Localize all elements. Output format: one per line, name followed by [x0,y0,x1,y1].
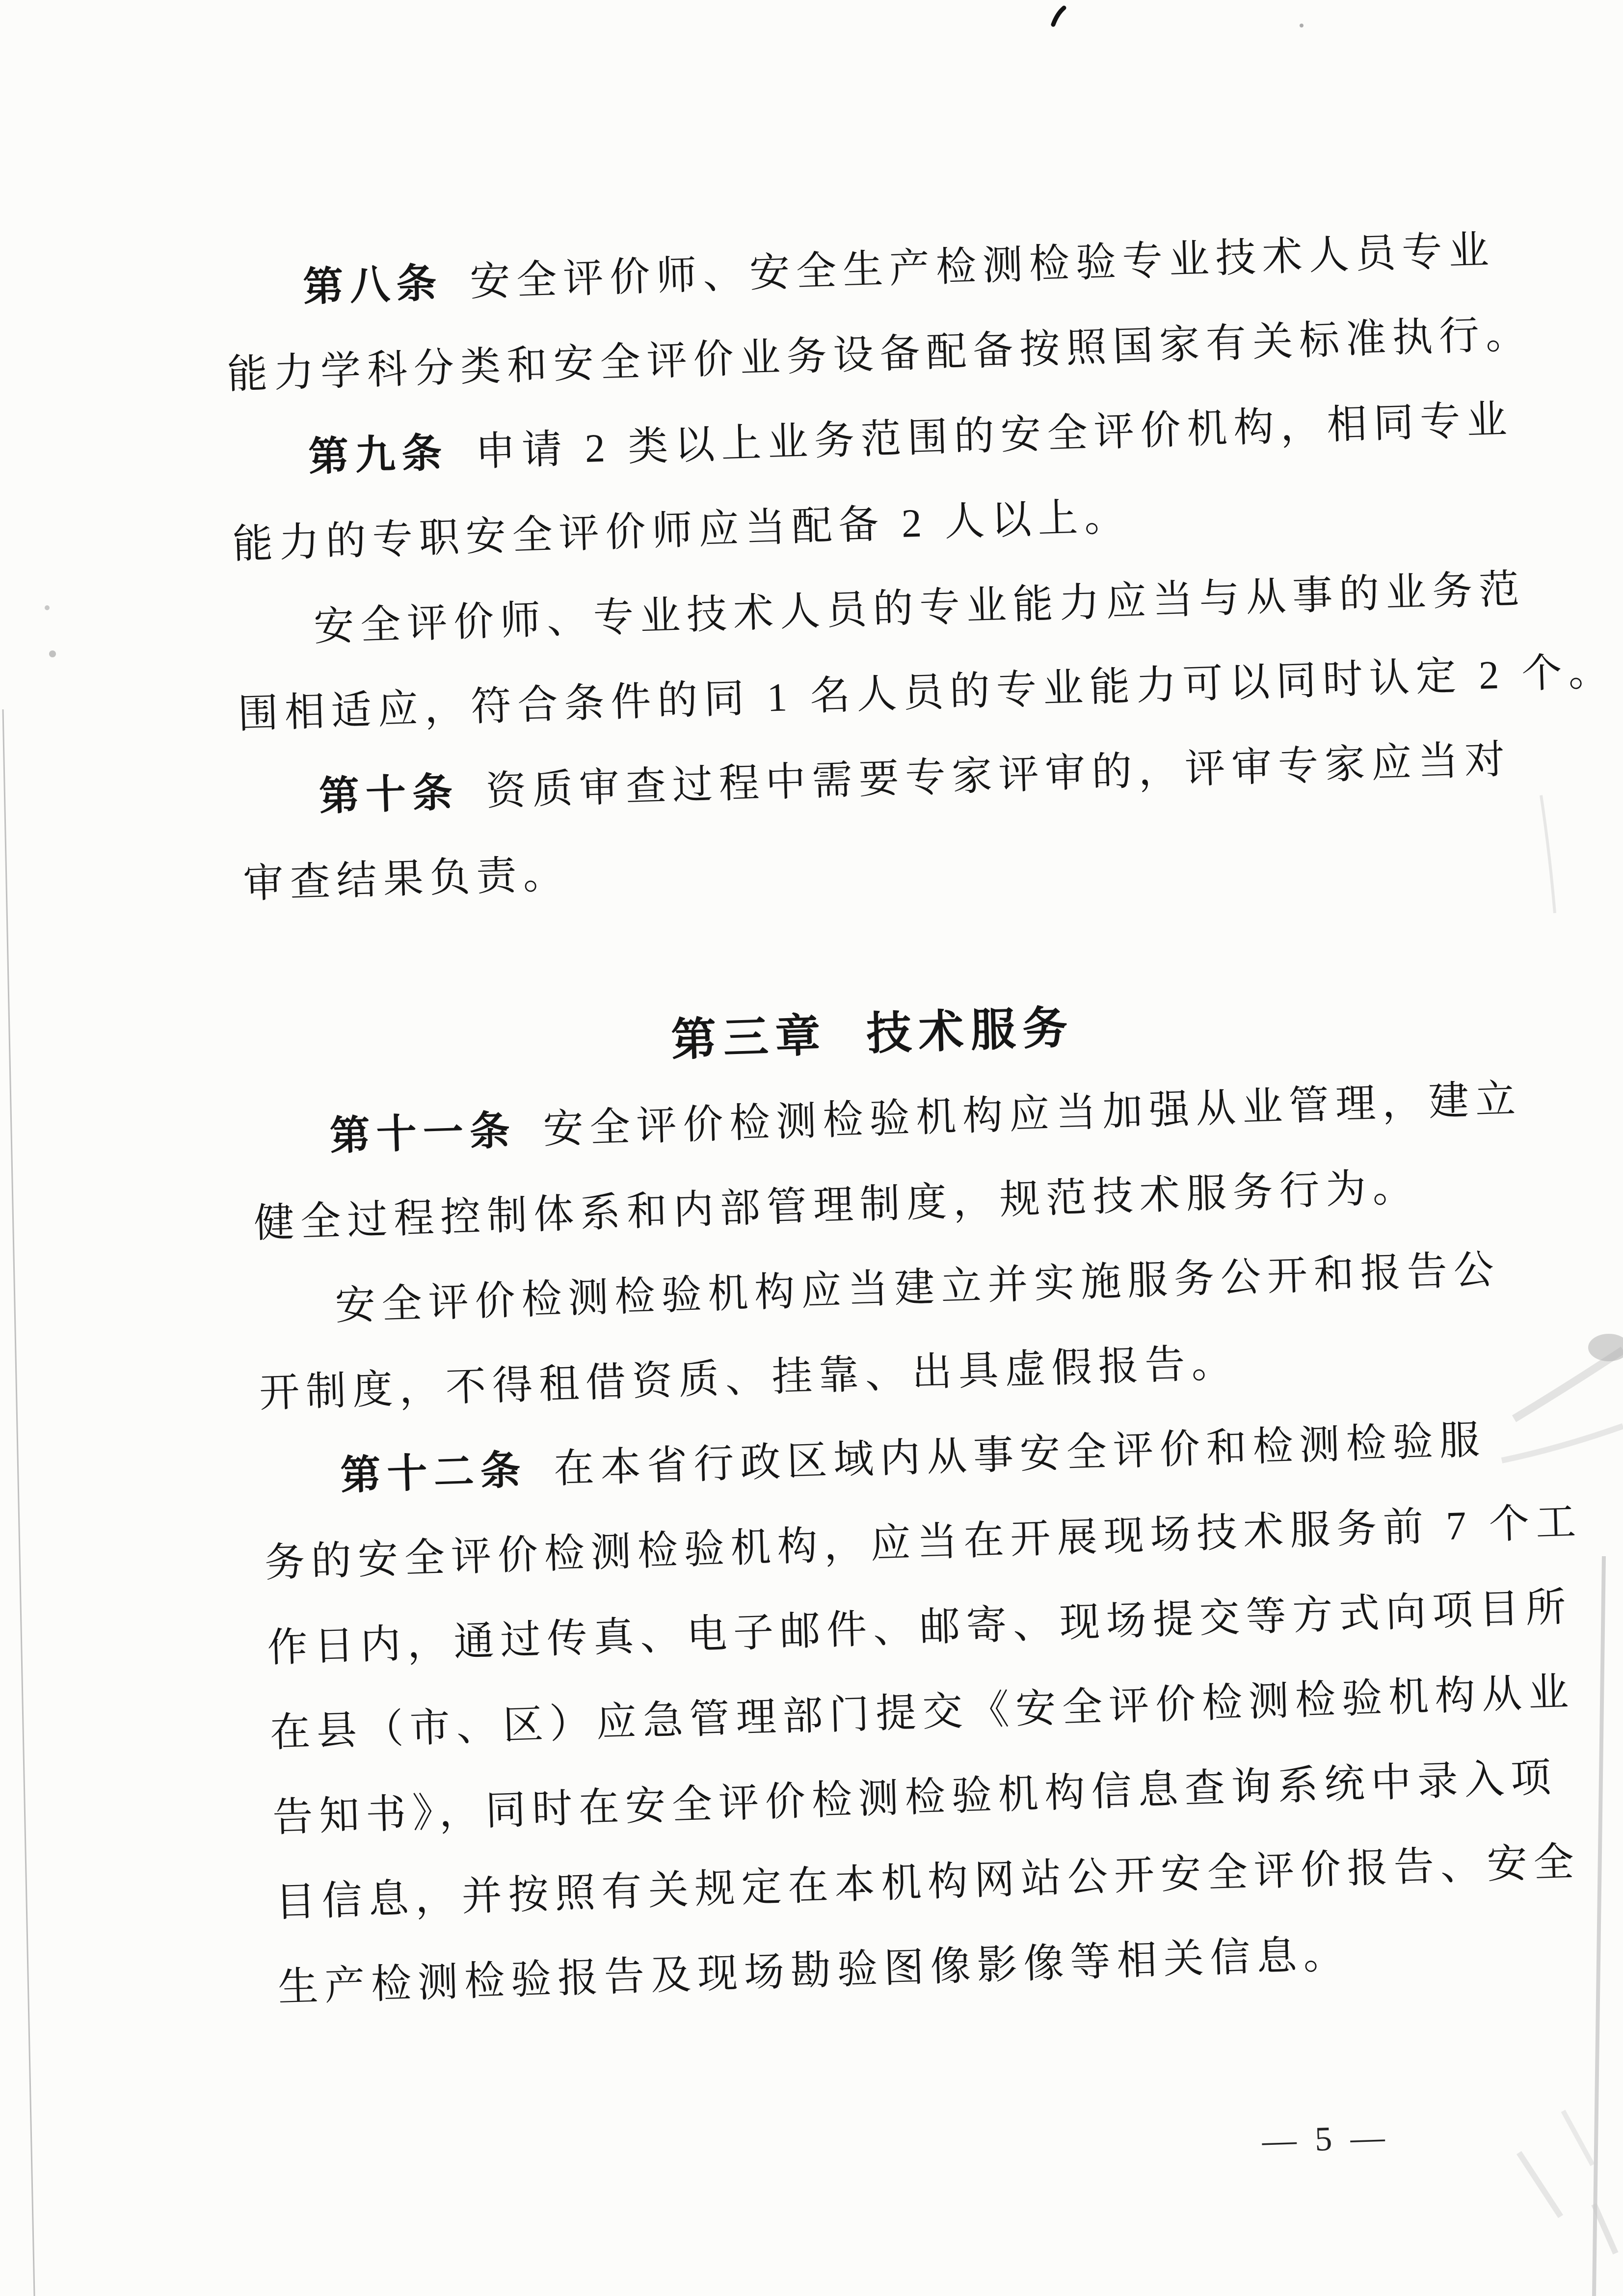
line-text: 安全评价检测检验机构应当建立并实施服务公开和报告公 [334,1247,1501,1328]
line-text: 能力学科分类和安全评价业务设备配备按照国家有关标准执行。 [226,311,1533,397]
article-number: 第十二条 [340,1447,528,1498]
line-text: 安全评价检测检验机构应当加强从业管理，建立 [542,1076,1523,1152]
line-text: 申请 2 类以上业务范围的安全评价机构，相同专业 [474,397,1514,475]
page-number: — 5 — [1261,2118,1390,2161]
ink-mark [1053,8,1064,25]
line-text: 务的安全评价检测检验机构，应当在开展现场技术服务前 7 个工 [264,1499,1583,1586]
corner-streak [1594,2204,1616,2253]
right-crease [1514,1350,1623,1419]
chapter-number: 第三章 [670,1010,828,1066]
paper-speck [49,650,56,657]
line-text: 告知书》，同时在安全评价检测检验机构信息查询系统中录入项 [272,1755,1558,1840]
right-edge-shadow [1594,1556,1604,2296]
line-text: 在县（市、区）应急管理部门提交《安全评价检测检验机构从业 [269,1669,1576,1756]
line-text: 能力的专职安全评价师应当配备 2 人以上。 [232,494,1132,567]
corner-streak [1563,2111,1593,2165]
line-text: 在本省行政区域内从事安全评价和检测检验服 [553,1417,1487,1492]
right-crease-shadow [1588,1334,1623,1361]
line-text: 生产检测检验报告及现场勘验图像影像等相关信息。 [277,1931,1351,2010]
line-text: 围相适应，符合条件的同 1 名人员的专业能力可以同时认定 2 个。 [237,648,1616,737]
line-text: 作日内，通过传真、电子邮件、邮寄、现场提交等方式向项目所 [266,1585,1573,1671]
corner-streak [1519,2153,1561,2216]
right-crease [1541,795,1555,913]
line-text: 开制度，不得租借资质、挂靠、出具虚假报告。 [258,1340,1239,1416]
line-text: 目信息，并按照有关规定在本机构网站公开安全评价报告、安全 [274,1839,1581,1925]
left-edge-crease [3,709,34,2296]
line-text: 资质审查过程中需要专家评审的，评审专家应当对 [485,737,1512,814]
article-number: 第八条 [302,261,444,310]
line-text: 安全评价师、安全生产检测检验专业技术人员专业 [469,227,1496,305]
line-text: 健全过程控制体系和内部管理制度，规范技术服务行为。 [253,1164,1420,1246]
line-text: 安全评价师、专业技术人员的专业能力应当与从事的业务范 [313,567,1526,649]
article-number: 第十一条 [329,1108,517,1159]
line-text: 审查结果负责。 [242,851,570,907]
chapter-title: 技术服务 [865,1002,1075,1059]
paper-speck [45,605,50,610]
ink-dot [1300,24,1304,27]
document-body [223,208,1616,2030]
article-number: 第九条 [308,430,449,480]
article-number: 第十条 [318,770,460,819]
right-crease [1502,1426,1623,1460]
